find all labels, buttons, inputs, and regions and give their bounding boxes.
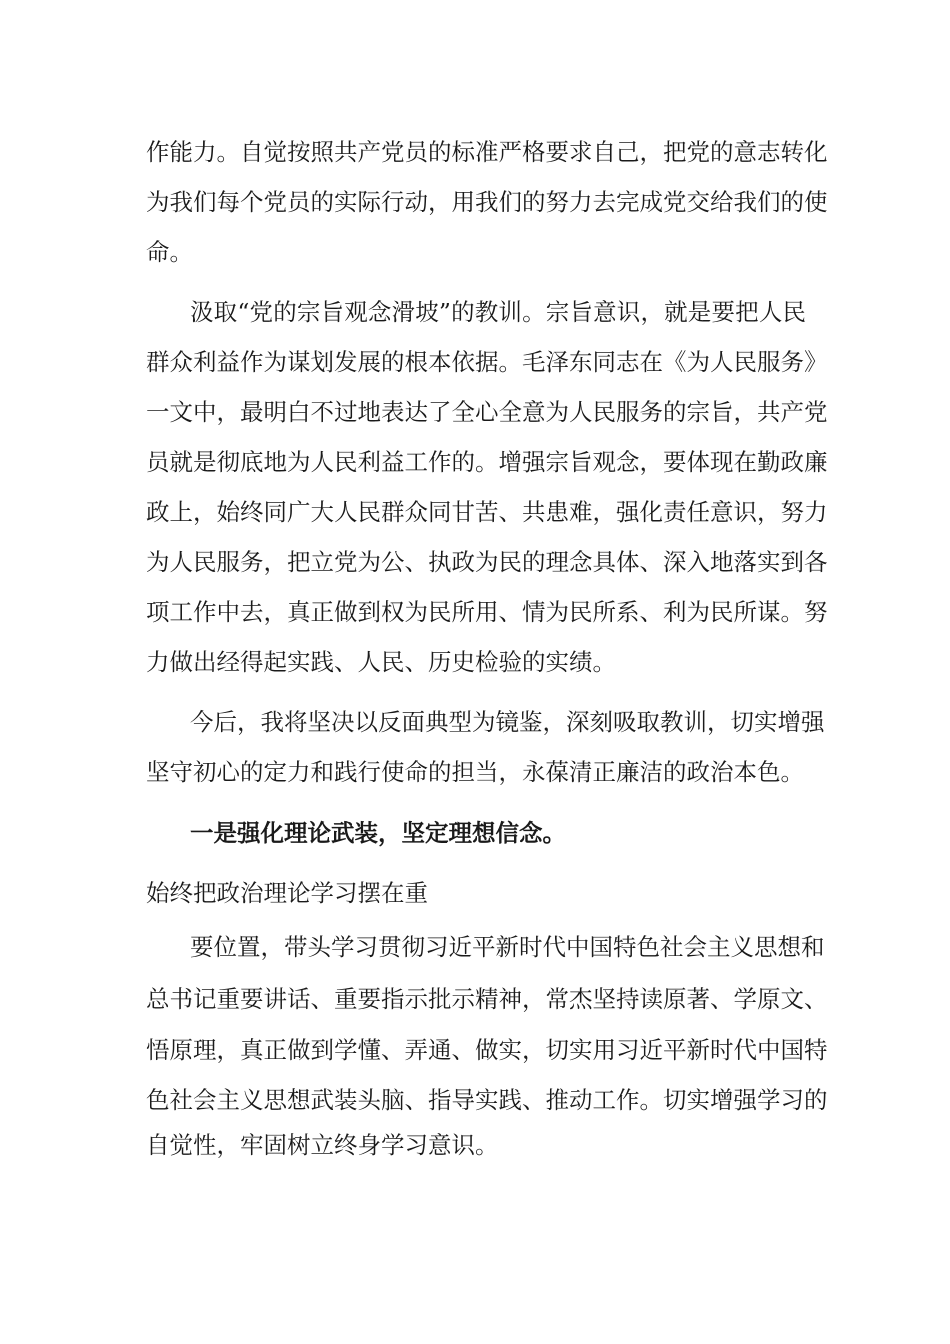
text-line: 悟原理，真正做到学懂、弄通、做实，切实用习近平新时代中国特: [146, 1036, 828, 1064]
text-line: 自觉性，牢固树立终身学习意识。: [146, 1131, 499, 1159]
text-line: 色社会主义思想武装头脑、指导实践、推动工作。切实增强学习的: [146, 1086, 828, 1114]
text-line: 群众利益作为谋划发展的根本依据。毛泽东同志在《为人民服务》: [146, 348, 828, 376]
text-line: 政上，始终同广大人民群众同甘苦、共患难，强化责任意识，努力: [146, 498, 828, 526]
text-line: 员就是彻底地为人民利益工作的。增强宗旨观念，要体现在勤政廉: [146, 448, 828, 476]
text-line: 始终把政治理论学习摆在重: [146, 879, 428, 907]
text-line: 坚守初心的定力和践行使命的担当，永葆清正廉洁的政治本色。: [146, 758, 804, 786]
heading-line: 一是强化理论武装，坚定理想信念。: [190, 819, 566, 847]
text-line: 为人民服务，把立党为公、执政为民的理念具体、深入地落实到各: [146, 548, 828, 576]
text-line: 今后，我将坚决以反面典型为镜鉴，深刻吸取教训，切实增强: [190, 708, 825, 736]
text-line: 命。: [146, 238, 193, 266]
text-line: 为我们每个党员的实际行动，用我们的努力去完成党交给我们的使: [146, 188, 828, 216]
text-line: 汲取“党的宗旨观念滑坡”的教训。宗旨意识，就是要把人民: [190, 298, 806, 326]
text-line: 一文中，最明白不过地表达了全心全意为人民服务的宗旨，共产党: [146, 398, 828, 426]
text-line: 力做出经得起实践、人民、历史检验的实绩。: [146, 648, 616, 676]
text-line: 项工作中去，真正做到权为民所用、情为民所系、利为民所谋。努: [146, 598, 828, 626]
text-line: 总书记重要讲话、重要指示批示精神，常杰坚持读原著、学原文、: [146, 985, 828, 1013]
text-line: 要位置，带头学习贯彻习近平新时代中国特色社会主义思想和: [190, 933, 825, 961]
text-line: 作能力。自觉按照共产党员的标准严格要求自己，把党的意志转化: [146, 138, 828, 166]
